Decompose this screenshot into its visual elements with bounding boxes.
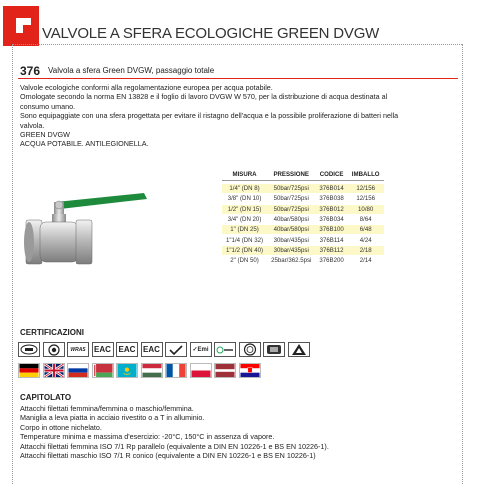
cell-packaging: 8/64 — [348, 214, 384, 224]
cell-pressure: 50bar/725psi — [267, 194, 315, 204]
cell-code: 376B112 — [315, 245, 347, 255]
product-description — [20, 83, 452, 149]
cn-cert-icon — [263, 342, 285, 357]
eac-cert-icon: EAC — [116, 342, 138, 357]
table-row — [222, 225, 384, 235]
cell-code: 376B038 — [315, 194, 347, 204]
description-line: valvola. — [20, 120, 45, 130]
cell-size: 2" (DN 50) — [222, 256, 267, 266]
cell-size: 3/8" (DN 10) — [222, 194, 267, 204]
right-border — [462, 44, 463, 484]
capitolato-line: Attacchi filettati maschio ISO 7/1 R conico (equivalente a DIN EN 10226-1 e BS EN 10226-1) — [20, 451, 316, 461]
cell-code: 376B100 — [315, 225, 347, 235]
table-row — [222, 245, 384, 255]
cell-pressure: 40bar/580psi — [267, 225, 315, 235]
pzh-cert-icon — [288, 342, 310, 357]
cell-size: 1/2" (DN 15) — [222, 204, 267, 214]
description-line: consumo umano. — [20, 101, 76, 111]
cell-size: 1" (DN 25) — [222, 225, 267, 235]
cell-pressure: 40bar/580psi — [267, 214, 315, 224]
product-code: 376 — [20, 64, 41, 78]
spec-table — [222, 170, 384, 266]
cell-code: 376B012 — [315, 204, 347, 214]
dvgw-cert-icon — [18, 342, 40, 357]
capitolato-line: Attacchi filettati femmina ISO 7/1 Rp parallelo (equivalente a DIN EN 10226-1 e BS EN 10226-1). — [20, 441, 329, 451]
section-divider — [18, 78, 458, 79]
cell-size: 3/4" (DN 20) — [222, 214, 267, 224]
cell-code: 376B014 — [315, 184, 347, 194]
capitolato-line: Corpo in ottone nichelato. — [20, 422, 102, 432]
ball-valve-image — [16, 190, 148, 285]
capitolato-text — [20, 404, 460, 460]
product-subtitle: Valvola a sfera Green DVGW, passaggio totale — [48, 66, 215, 75]
cell-packaging: 6/48 — [348, 225, 384, 235]
acs-cert-icon — [43, 342, 65, 357]
certifications-title: CERTIFICAZIONI — [20, 328, 84, 337]
cell-pressure: 50bar/725psi — [267, 184, 315, 194]
column-header: PRESSIONE — [273, 170, 309, 178]
uk-flag-icon — [43, 363, 65, 378]
cell-packaging: 2/14 — [348, 256, 384, 266]
cell-pressure: 30bar/435psi — [267, 235, 315, 245]
description-line: ACQUA POTABILE. ANTILEGIONELLA. — [20, 139, 149, 149]
capitolato-line: Attacchi filettati femmina/femmina o maschio/femmina. — [20, 404, 194, 413]
eac-cert-icon: EAC — [141, 342, 163, 357]
table-row — [222, 204, 384, 214]
capitolato-line: Temperature minima e massima d'esercizio: -20°C, 150°C in assenza di vapore. — [20, 432, 275, 442]
cell-packaging: 2/18 — [348, 245, 384, 255]
certification-badges — [18, 342, 310, 357]
table-row — [222, 194, 384, 204]
eac-cert-icon: EAC — [92, 342, 114, 357]
cell-code: 376B114 — [315, 235, 347, 245]
description-line: Valvole ecologiche conformi alla regolamentazione europea per acqua potabile. — [20, 83, 273, 92]
column-header: CODICE — [319, 170, 344, 178]
russia-flag-icon — [67, 363, 89, 378]
emi-cert-icon: ✓Emi — [190, 342, 212, 357]
header-divider — [12, 44, 462, 45]
table-row — [222, 256, 384, 266]
description-line: GREEN DVGW — [20, 130, 70, 140]
cell-code: 376B034 — [315, 214, 347, 224]
cell-pressure: 30bar/435psi — [267, 245, 315, 255]
cell-size: 1"1/2 (DN 40) — [222, 245, 267, 255]
table-row — [222, 235, 384, 245]
capitolato-title: CAPITOLATO — [20, 393, 72, 402]
poland-flag-icon — [190, 363, 212, 378]
hungary-flag-icon — [141, 363, 163, 378]
cell-pressure: 50bar/725psi — [267, 204, 315, 214]
brand-logo — [3, 6, 39, 46]
belarus-flag-icon — [92, 363, 114, 378]
table-header-row — [222, 170, 384, 181]
cell-packaging: 10/80 — [348, 204, 384, 214]
description-line: Omologate secondo la norma EN 13828 e il foglio di lavoro DVGW W 570, per la distribuzione di acqua destinata al — [20, 92, 388, 102]
cell-packaging: 4/24 — [348, 235, 384, 245]
cell-packaging: 12/156 — [348, 194, 384, 204]
cell-pressure: 25bar/362.5psi — [267, 256, 315, 266]
croatia-flag-icon — [239, 363, 261, 378]
table-row — [222, 184, 384, 194]
latvia-flag-icon — [214, 363, 236, 378]
sanitas-cert-icon — [214, 342, 236, 357]
country-flags — [18, 363, 261, 378]
kazakhstan-flag-icon — [116, 363, 138, 378]
wras-cert-icon: WRAS — [67, 342, 89, 357]
cell-size: 1"1/4 (DN 32) — [222, 235, 267, 245]
capitolato-line: Maniglia a leva piatta in acciaio rivestito o a T in alluminio. — [20, 413, 205, 423]
column-header: MISURA — [232, 170, 257, 178]
germany-flag-icon — [18, 363, 40, 378]
france-flag-icon — [165, 363, 187, 378]
page-title: VALVOLE A SFERA ECOLOGICHE GREEN DVGW — [42, 25, 380, 42]
cell-size: 1/4" (DN 8) — [222, 184, 267, 194]
description-line: Sono equipaggiate con una sfera progettata per evitare il ristagno dell'acqua e la possibile proliferazione di batteri nella — [20, 111, 399, 121]
left-border — [12, 44, 13, 484]
nsf-cert-icon — [239, 342, 261, 357]
kiwa-cert-icon — [165, 342, 187, 357]
cell-packaging: 12/156 — [348, 184, 384, 194]
column-header: IMBALLO — [351, 170, 380, 178]
cell-code: 376B200 — [315, 256, 347, 266]
table-row — [222, 214, 384, 224]
